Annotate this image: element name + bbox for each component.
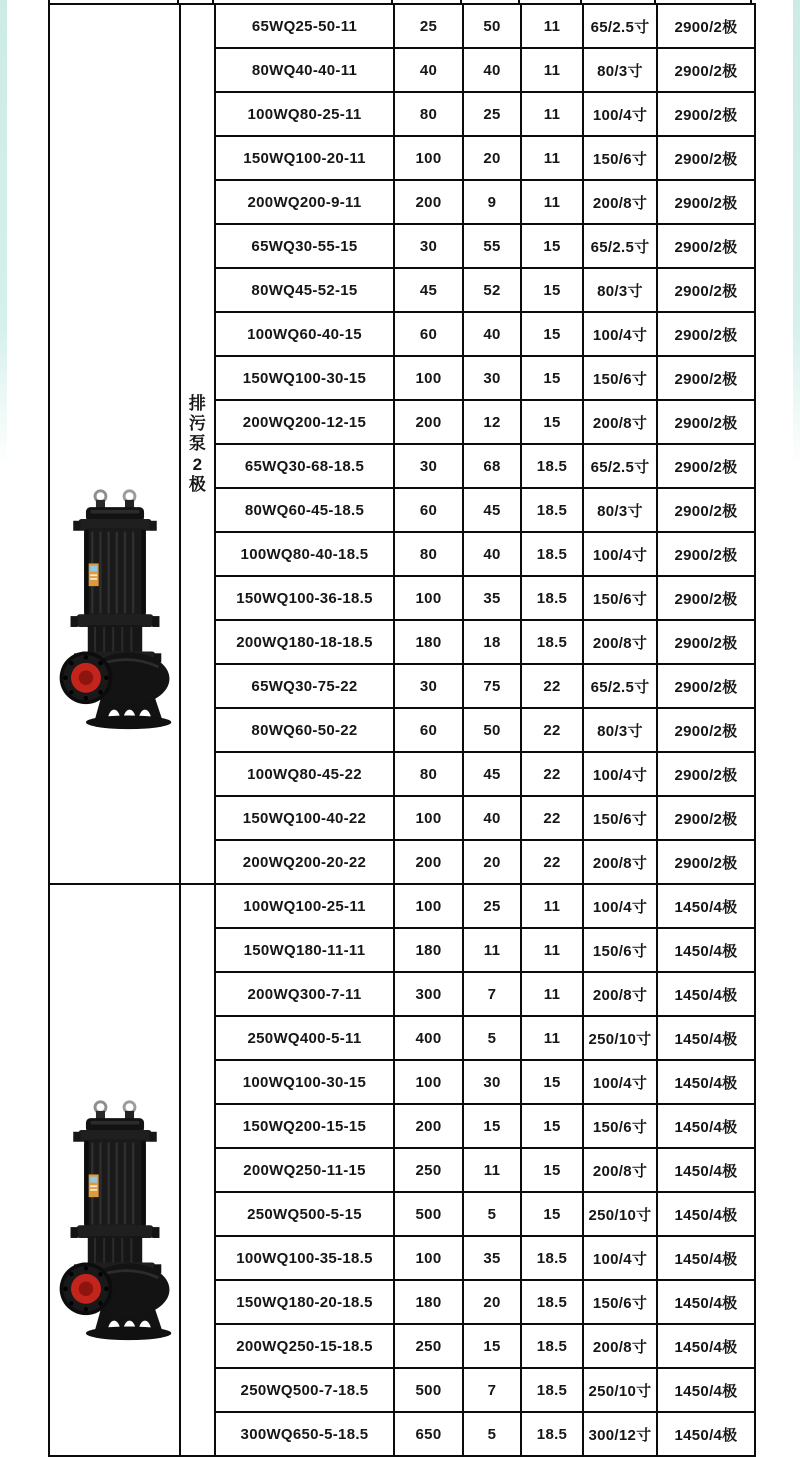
flow-cell: 80 — [394, 92, 463, 136]
outlet-cell: 250/10寸 — [583, 1016, 657, 1060]
speed-cell: 2900/2极 — [657, 400, 755, 444]
outlet-cell: 150/6寸 — [583, 928, 657, 972]
power-cell: 11 — [521, 4, 583, 48]
head-cell: 20 — [463, 136, 521, 180]
model-cell: 100WQ60-40-15 — [215, 312, 394, 356]
head-cell: 20 — [463, 840, 521, 884]
flow-cell: 100 — [394, 136, 463, 180]
model-cell: 200WQ250-15-18.5 — [215, 1324, 394, 1368]
speed-cell: 1450/4极 — [657, 1412, 755, 1456]
outlet-cell: 150/6寸 — [583, 356, 657, 400]
model-cell: 150WQ100-40-22 — [215, 796, 394, 840]
power-cell: 15 — [521, 268, 583, 312]
outlet-cell: 150/6寸 — [583, 576, 657, 620]
pump-section-0 — [49, 4, 755, 884]
power-cell: 11 — [521, 1016, 583, 1060]
model-cell: 200WQ300-7-11 — [215, 972, 394, 1016]
outlet-cell: 150/6寸 — [583, 796, 657, 840]
head-cell: 35 — [463, 576, 521, 620]
power-cell: 15 — [521, 400, 583, 444]
outlet-cell: 80/3寸 — [583, 708, 657, 752]
speed-cell: 2900/2极 — [657, 4, 755, 48]
power-cell: 22 — [521, 840, 583, 884]
head-cell: 40 — [463, 796, 521, 840]
flow-cell: 100 — [394, 884, 463, 928]
head-cell: 7 — [463, 1368, 521, 1412]
flow-cell: 25 — [394, 4, 463, 48]
outlet-cell: 100/4寸 — [583, 312, 657, 356]
speed-cell: 2900/2极 — [657, 752, 755, 796]
flow-cell: 180 — [394, 1280, 463, 1324]
outlet-cell: 200/8寸 — [583, 1324, 657, 1368]
power-cell: 18.5 — [521, 1236, 583, 1280]
head-cell: 7 — [463, 972, 521, 1016]
outlet-cell: 100/4寸 — [583, 92, 657, 136]
head-cell: 25 — [463, 92, 521, 136]
power-cell: 22 — [521, 752, 583, 796]
speed-cell: 2900/2极 — [657, 708, 755, 752]
model-cell: 200WQ180-18-18.5 — [215, 620, 394, 664]
outlet-cell: 200/8寸 — [583, 400, 657, 444]
power-cell: 18.5 — [521, 620, 583, 664]
speed-cell: 1450/4极 — [657, 1368, 755, 1412]
speed-cell: 1450/4极 — [657, 884, 755, 928]
flow-cell: 250 — [394, 1324, 463, 1368]
speed-cell: 2900/2极 — [657, 180, 755, 224]
speed-cell: 1450/4极 — [657, 1236, 755, 1280]
speed-cell: 1450/4极 — [657, 1324, 755, 1368]
power-cell: 11 — [521, 884, 583, 928]
speed-cell: 2900/2极 — [657, 620, 755, 664]
flow-cell: 650 — [394, 1412, 463, 1456]
outlet-cell: 250/10寸 — [583, 1368, 657, 1412]
left-accent-strip — [0, 0, 7, 465]
outlet-cell: 300/12寸 — [583, 1412, 657, 1456]
category-label: 排 污 泵 2 极 — [188, 394, 207, 494]
submersible-sewage-pump-photo — [50, 1092, 179, 1344]
flow-cell: 180 — [394, 620, 463, 664]
power-cell: 15 — [521, 1104, 583, 1148]
model-cell: 250WQ500-5-15 — [215, 1192, 394, 1236]
power-cell: 11 — [521, 48, 583, 92]
head-cell: 40 — [463, 312, 521, 356]
speed-cell: 2900/2极 — [657, 576, 755, 620]
flow-cell: 100 — [394, 356, 463, 400]
speed-cell: 2900/2极 — [657, 268, 755, 312]
model-cell: 100WQ80-25-11 — [215, 92, 394, 136]
speed-cell: 2900/2极 — [657, 92, 755, 136]
speed-cell: 2900/2极 — [657, 840, 755, 884]
power-cell: 11 — [521, 92, 583, 136]
speed-cell: 1450/4极 — [657, 1104, 755, 1148]
flow-cell: 60 — [394, 708, 463, 752]
head-cell: 9 — [463, 180, 521, 224]
outlet-cell: 250/10寸 — [583, 1192, 657, 1236]
model-cell: 100WQ100-35-18.5 — [215, 1236, 394, 1280]
speed-cell: 2900/2极 — [657, 488, 755, 532]
right-accent-strip — [793, 0, 800, 465]
model-cell: 200WQ200-12-15 — [215, 400, 394, 444]
power-cell: 11 — [521, 180, 583, 224]
flow-cell: 200 — [394, 180, 463, 224]
category-label-cell — [180, 884, 215, 1456]
head-cell: 30 — [463, 1060, 521, 1104]
model-cell: 150WQ200-15-15 — [215, 1104, 394, 1148]
power-cell: 18.5 — [521, 1412, 583, 1456]
outlet-cell: 150/6寸 — [583, 1104, 657, 1148]
flow-cell: 30 — [394, 664, 463, 708]
model-cell: 150WQ100-20-11 — [215, 136, 394, 180]
model-cell: 150WQ100-36-18.5 — [215, 576, 394, 620]
power-cell: 11 — [521, 972, 583, 1016]
flow-cell: 180 — [394, 928, 463, 972]
submersible-sewage-pump-photo — [50, 481, 179, 733]
model-cell: 100WQ80-45-22 — [215, 752, 394, 796]
flow-cell: 500 — [394, 1192, 463, 1236]
flow-cell: 60 — [394, 312, 463, 356]
speed-cell: 2900/2极 — [657, 444, 755, 488]
model-cell: 200WQ200-20-22 — [215, 840, 394, 884]
power-cell: 15 — [521, 224, 583, 268]
head-cell: 35 — [463, 1236, 521, 1280]
outlet-cell: 100/4寸 — [583, 1236, 657, 1280]
power-cell: 15 — [521, 1148, 583, 1192]
power-cell: 11 — [521, 928, 583, 972]
head-cell: 5 — [463, 1412, 521, 1456]
flow-cell: 250 — [394, 1148, 463, 1192]
pump-image-cell — [49, 4, 180, 884]
speed-cell: 2900/2极 — [657, 48, 755, 92]
model-cell: 250WQ400-5-11 — [215, 1016, 394, 1060]
flow-cell: 45 — [394, 268, 463, 312]
speed-cell: 2900/2极 — [657, 532, 755, 576]
head-cell: 45 — [463, 488, 521, 532]
flow-cell: 30 — [394, 224, 463, 268]
outlet-cell: 100/4寸 — [583, 1060, 657, 1104]
outlet-cell: 80/3寸 — [583, 268, 657, 312]
outlet-cell: 65/2.5寸 — [583, 664, 657, 708]
speed-cell: 1450/4极 — [657, 1280, 755, 1324]
model-cell: 80WQ60-45-18.5 — [215, 488, 394, 532]
power-cell: 15 — [521, 356, 583, 400]
head-cell: 40 — [463, 532, 521, 576]
speed-cell: 1450/4极 — [657, 1192, 755, 1236]
outlet-cell: 200/8寸 — [583, 840, 657, 884]
flow-cell: 100 — [394, 576, 463, 620]
head-cell: 11 — [463, 928, 521, 972]
speed-cell: 2900/2极 — [657, 664, 755, 708]
outlet-cell: 80/3寸 — [583, 488, 657, 532]
head-cell: 18 — [463, 620, 521, 664]
outlet-cell: 150/6寸 — [583, 1280, 657, 1324]
speed-cell: 1450/4极 — [657, 1016, 755, 1060]
flow-cell: 80 — [394, 752, 463, 796]
model-cell: 150WQ100-30-15 — [215, 356, 394, 400]
flow-cell: 200 — [394, 1104, 463, 1148]
model-cell: 65WQ30-55-15 — [215, 224, 394, 268]
head-cell: 55 — [463, 224, 521, 268]
power-cell: 15 — [521, 312, 583, 356]
speed-cell: 2900/2极 — [657, 136, 755, 180]
model-cell: 200WQ250-11-15 — [215, 1148, 394, 1192]
model-cell: 150WQ180-20-18.5 — [215, 1280, 394, 1324]
outlet-cell: 200/8寸 — [583, 1148, 657, 1192]
flow-cell: 200 — [394, 400, 463, 444]
power-cell: 22 — [521, 796, 583, 840]
flow-cell: 300 — [394, 972, 463, 1016]
speed-cell: 2900/2极 — [657, 312, 755, 356]
power-cell: 18.5 — [521, 1368, 583, 1412]
flow-cell: 500 — [394, 1368, 463, 1412]
model-cell: 100WQ80-40-18.5 — [215, 532, 394, 576]
head-cell: 15 — [463, 1324, 521, 1368]
power-cell: 18.5 — [521, 1324, 583, 1368]
outlet-cell: 100/4寸 — [583, 752, 657, 796]
flow-cell: 100 — [394, 1236, 463, 1280]
head-cell: 5 — [463, 1016, 521, 1060]
model-cell: 65WQ30-75-22 — [215, 664, 394, 708]
outlet-cell: 200/8寸 — [583, 972, 657, 1016]
flow-cell: 200 — [394, 840, 463, 884]
outlet-cell: 65/2.5寸 — [583, 4, 657, 48]
head-cell: 50 — [463, 708, 521, 752]
outlet-cell: 200/8寸 — [583, 620, 657, 664]
outlet-cell: 200/8寸 — [583, 180, 657, 224]
power-cell: 22 — [521, 664, 583, 708]
model-cell: 300WQ650-5-18.5 — [215, 1412, 394, 1456]
pump-image-cell — [49, 884, 180, 1456]
model-cell: 250WQ500-7-18.5 — [215, 1368, 394, 1412]
power-cell: 18.5 — [521, 532, 583, 576]
pump-spec-table — [48, 3, 756, 1457]
outlet-cell: 100/4寸 — [583, 532, 657, 576]
head-cell: 30 — [463, 356, 521, 400]
power-cell: 15 — [521, 1060, 583, 1104]
power-cell: 18.5 — [521, 1280, 583, 1324]
category-label-cell — [180, 4, 215, 884]
head-cell: 20 — [463, 1280, 521, 1324]
power-cell: 22 — [521, 708, 583, 752]
head-cell: 11 — [463, 1148, 521, 1192]
speed-cell: 1450/4极 — [657, 1060, 755, 1104]
spec-row — [49, 4, 755, 48]
model-cell: 150WQ180-11-11 — [215, 928, 394, 972]
speed-cell: 2900/2极 — [657, 356, 755, 400]
head-cell: 40 — [463, 48, 521, 92]
model-cell: 100WQ100-25-11 — [215, 884, 394, 928]
outlet-cell: 65/2.5寸 — [583, 444, 657, 488]
head-cell: 75 — [463, 664, 521, 708]
outlet-cell: 65/2.5寸 — [583, 224, 657, 268]
head-cell: 25 — [463, 884, 521, 928]
model-cell: 80WQ40-40-11 — [215, 48, 394, 92]
power-cell: 18.5 — [521, 444, 583, 488]
head-cell: 68 — [463, 444, 521, 488]
model-cell: 80WQ45-52-15 — [215, 268, 394, 312]
model-cell: 65WQ30-68-18.5 — [215, 444, 394, 488]
head-cell: 5 — [463, 1192, 521, 1236]
model-cell: 200WQ200-9-11 — [215, 180, 394, 224]
head-cell: 50 — [463, 4, 521, 48]
head-cell: 52 — [463, 268, 521, 312]
power-cell: 15 — [521, 1192, 583, 1236]
flow-cell: 100 — [394, 1060, 463, 1104]
outlet-cell: 150/6寸 — [583, 136, 657, 180]
model-cell: 80WQ60-50-22 — [215, 708, 394, 752]
flow-cell: 40 — [394, 48, 463, 92]
flow-cell: 100 — [394, 796, 463, 840]
power-cell: 11 — [521, 136, 583, 180]
outlet-cell: 80/3寸 — [583, 48, 657, 92]
speed-cell: 2900/2极 — [657, 224, 755, 268]
head-cell: 12 — [463, 400, 521, 444]
speed-cell: 1450/4极 — [657, 972, 755, 1016]
flow-cell: 80 — [394, 532, 463, 576]
speed-cell: 2900/2极 — [657, 796, 755, 840]
head-cell: 15 — [463, 1104, 521, 1148]
flow-cell: 400 — [394, 1016, 463, 1060]
speed-cell: 1450/4极 — [657, 1148, 755, 1192]
flow-cell: 60 — [394, 488, 463, 532]
power-cell: 18.5 — [521, 488, 583, 532]
spec-row — [49, 884, 755, 928]
model-cell: 65WQ25-50-11 — [215, 4, 394, 48]
power-cell: 18.5 — [521, 576, 583, 620]
flow-cell: 30 — [394, 444, 463, 488]
model-cell: 100WQ100-30-15 — [215, 1060, 394, 1104]
outlet-cell: 100/4寸 — [583, 884, 657, 928]
pump-section-1 — [49, 884, 755, 1456]
speed-cell: 1450/4极 — [657, 928, 755, 972]
head-cell: 45 — [463, 752, 521, 796]
